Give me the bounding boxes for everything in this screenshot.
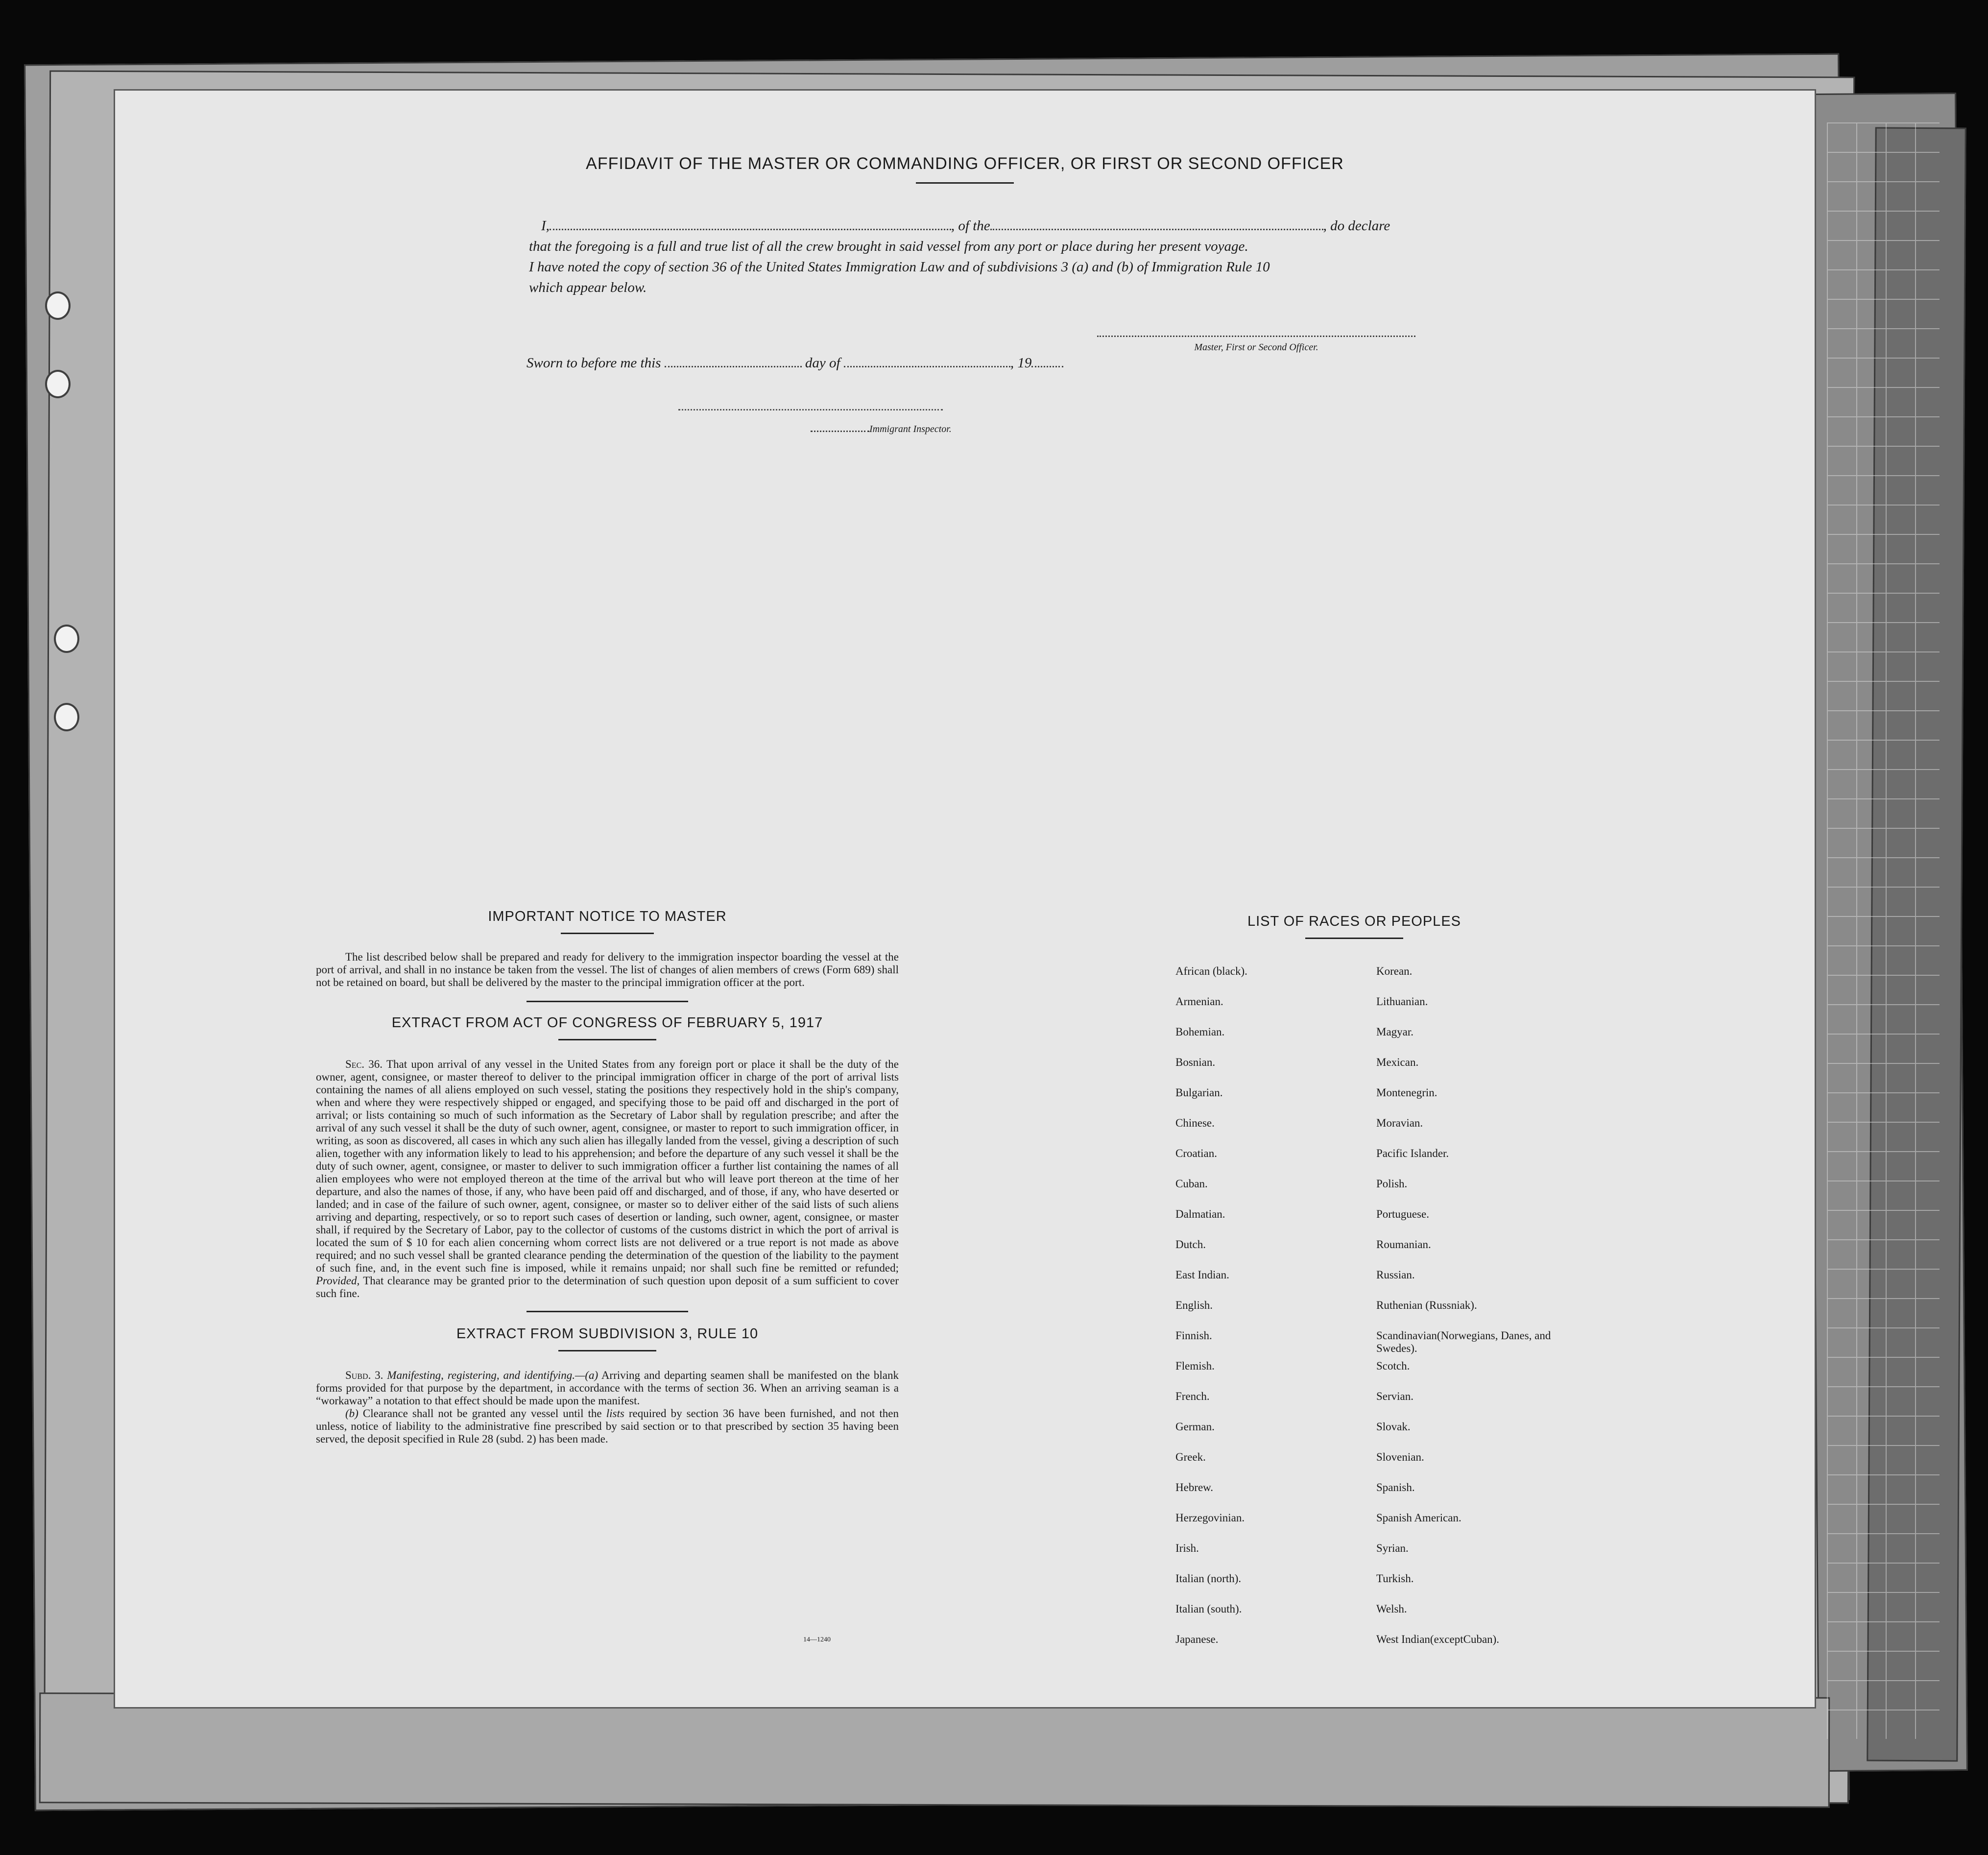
affidavit-title-text: AFFIDAVIT OF THE MASTER OR COMMANDING OFFICER, OR FIRST OR SECOND OFFICER <box>586 154 1344 173</box>
race-item: Roumanian. <box>1376 1238 1431 1251</box>
race-item: Croatian. <box>1175 1147 1217 1159</box>
race-item: Dutch. <box>1175 1238 1206 1251</box>
sworn-label: Sworn to before me this <box>527 355 661 371</box>
do-declare-label: , do declare <box>1323 218 1390 234</box>
subdivision-title: Manifesting, registering, and identifying.—(a) <box>387 1369 599 1381</box>
section-rule <box>527 1311 688 1312</box>
binder-hole <box>45 291 71 320</box>
races-header <box>1158 914 1550 939</box>
race-item: Bohemian. <box>1175 1026 1225 1038</box>
section-rule <box>527 1001 688 1002</box>
provided-label: Provided, <box>316 1275 360 1287</box>
subdivision-b-text-end: required by section 36 have been furnished, and not then unless, notice of liability to the administrative fine prescribed by said section or to that prescribed by section 35 having been served, the deposit specified in Rule 28 (subd. 2) has been made. <box>316 1407 899 1445</box>
race-item: Italian (north). <box>1175 1572 1242 1585</box>
race-item: African (black). <box>1175 965 1247 977</box>
race-item: Lithuanian. <box>1376 995 1428 1008</box>
rule-title: EXTRACT FROM SUBDIVISION 3, RULE 10 <box>456 1326 759 1342</box>
sworn-line <box>527 355 1063 371</box>
race-item: Mexican. <box>1376 1056 1419 1068</box>
form-number: 14—1240 <box>803 1636 831 1643</box>
race-item: East Indian. <box>1175 1269 1229 1281</box>
notice-rule <box>561 933 654 934</box>
section-36-text-end: That clearance may be granted prior to the determination of such question upon deposit of a sum sufficient to cover such fine. <box>316 1275 899 1300</box>
notice-column <box>316 909 899 1445</box>
declaration-line-3: I have noted the copy of section 36 of the United States Immigration Law and of subdivisions 3 (a) and (b) of Immigration Rule 10 <box>529 259 1270 275</box>
subdivision-b-label: (b) <box>345 1407 359 1420</box>
master-signature <box>1097 336 1415 353</box>
year-label: , 19 <box>1010 355 1032 371</box>
subdivision-b-text: Clearance shall not be granted any vessel until the <box>362 1407 602 1420</box>
inspector-signature-field[interactable] <box>678 409 943 410</box>
race-item: Armenian. <box>1175 995 1223 1008</box>
act-title: EXTRACT FROM ACT OF CONGRESS OF FEBRUARY 5, 1917 <box>391 1015 823 1031</box>
race-item: Pacific Islander. <box>1376 1147 1449 1159</box>
act-rule <box>558 1039 656 1040</box>
declaration-line-2: that the foregoing is a full and true list of all the crew brought in said vessel from any port or place during her present voyage. <box>529 239 1248 254</box>
race-item: Ruthenian (Russniak). <box>1376 1299 1477 1311</box>
race-item: Hebrew. <box>1175 1481 1214 1494</box>
declaration-line-1 <box>529 216 1540 236</box>
declarant-name-field[interactable] <box>550 229 951 230</box>
race-item: Cuban. <box>1175 1178 1208 1190</box>
race-item: Magyar. <box>1376 1026 1414 1038</box>
affidavit-statement <box>529 216 1540 298</box>
subdivision-label: Subd. 3. <box>345 1369 383 1381</box>
race-item: Flemish. <box>1175 1360 1215 1372</box>
race-item: Irish. <box>1175 1542 1199 1554</box>
race-item: Welsh. <box>1376 1603 1407 1615</box>
sworn-day-field[interactable] <box>665 366 802 367</box>
act-text <box>316 1058 899 1300</box>
races-title: LIST OF RACES OR PEOPLES <box>1247 914 1461 929</box>
race-item: Bulgarian. <box>1175 1086 1223 1099</box>
race-item: Turkish. <box>1376 1572 1414 1585</box>
race-item: Greek. <box>1175 1451 1206 1463</box>
race-item: Scandinavian(Norwegians, Danes, and Swedes). <box>1376 1329 1551 1354</box>
title-rule <box>916 182 1014 184</box>
binder-hole <box>45 370 71 398</box>
race-item: Syrian. <box>1376 1542 1409 1554</box>
race-item: Korean. <box>1376 965 1413 977</box>
form-page <box>115 91 1815 1707</box>
race-item: Moravian. <box>1376 1117 1423 1129</box>
race-item: Scotch. <box>1376 1360 1410 1372</box>
races-left-column <box>1175 965 1247 1663</box>
race-item: German. <box>1175 1421 1215 1433</box>
race-item: Bosnian. <box>1175 1056 1216 1068</box>
sworn-year-field[interactable] <box>1031 366 1063 367</box>
race-item: Montenegrin. <box>1376 1086 1437 1099</box>
notice-title: IMPORTANT NOTICE TO MASTER <box>488 909 727 924</box>
inspector-label: Immigrant Inspector. <box>869 424 952 434</box>
race-item: Slovenian. <box>1376 1451 1424 1463</box>
race-item: Finnish. <box>1175 1329 1212 1342</box>
race-item: Chinese. <box>1175 1117 1215 1129</box>
declaration-line-4: which appear below. <box>529 280 647 295</box>
affidavit-title <box>115 154 1815 184</box>
race-item: Polish. <box>1376 1178 1408 1190</box>
master-signature-label: Master, First or Second Officer. <box>1194 342 1318 353</box>
race-item: Servian. <box>1376 1390 1414 1402</box>
rule-rule <box>558 1350 656 1351</box>
rule-text-a <box>316 1369 899 1407</box>
notice-text: The list described below shall be prepared and ready for delivery to the immigration inspector boarding the vessel at the port of arrival, and shall in no instance be taken from the vessel. The list of changes of alien members of crews (Form 689) shall not be retained on board, but shall be delivered by the master to the principal immigration officer at the port. <box>316 951 899 988</box>
race-item: Portuguese. <box>1376 1208 1429 1220</box>
races-rule <box>1305 938 1403 939</box>
master-signature-field[interactable] <box>1097 336 1415 337</box>
section-label: Sec. 36. <box>345 1058 383 1070</box>
race-item: Russian. <box>1376 1269 1415 1281</box>
rule-text-b <box>316 1407 899 1445</box>
race-item: Spanish American. <box>1376 1512 1461 1524</box>
race-item: Italian (south). <box>1175 1603 1242 1615</box>
sworn-month-field[interactable] <box>844 366 1010 367</box>
race-item: English. <box>1175 1299 1213 1311</box>
declarant-label: I, <box>541 218 550 234</box>
grid-paper-edge <box>1827 122 1940 1739</box>
race-item: Japanese. <box>1175 1633 1219 1645</box>
race-item: Herzegovinian. <box>1175 1512 1245 1524</box>
races-right-column <box>1376 965 1582 1663</box>
subdivision-a-text: Arriving and departing seamen shall be manifested on the blank forms provided for that purpose by the department, in accordance with the terms of section 36. When an arriving seaman is a “workaway” a notation to that effect should be made upon the manifest. <box>316 1369 899 1407</box>
day-of-label: day of <box>805 355 840 371</box>
of-the-label: , of the <box>951 218 990 234</box>
race-item: French. <box>1175 1390 1210 1402</box>
inspector-prefix-field[interactable] <box>811 431 869 432</box>
lists-word: lists <box>606 1407 624 1420</box>
vessel-name-field[interactable] <box>990 229 1323 230</box>
underlying-page-edge <box>39 1692 1830 1808</box>
binder-hole <box>54 625 79 653</box>
race-item: Spanish. <box>1376 1481 1415 1494</box>
section-36-text: That upon arrival of any vessel in the United States from any foreign port or place it shall be the duty of the owner, agent, consignee, or master thereof to deliver to the principal immigration officer in charge of the port of arrival lists containing the names of all aliens employed on such vessel, stating the positions they respectively hold in the ship's company, when and where they were respectively shipped or engaged, and specifying those to be paid off and discharged in the port of arrival; or lists containing so much of such information as the Secretary of Labor shall by regulation prescribe; and after the arrival of any such vessel it shall be the duty of such owner, agent, consignee, or master to report to such immigration officer, in writing, as soon as discovered, all cases in which any such alien has illegally landed from the vessel, giving a description of such alien, together with any information likely to lead to his apprehension; and before the departure of any such vessel it shall be the duty of such owner, agent, consignee, or master to deliver to such immigration officer a further list containing the names of all alien employees who were not employed thereon at the time of the arrival but who will leave port thereon at the time of her departure, and also the names of those, if any, who have been paid off and discharged, and of those, if any, who have deserted or landed; and in case of the failure of such owner, agent, consignee, or master so to deliver either of the said lists of such aliens arriving and departing, respectively, or so to report such cases of desertion or landing, such owner, agent, consignee, or master shall, if required by the Secretary of Labor, pay to the collector of customs of the customs district in which the port of arrival is located the sum of $ 10 for each alien concerning whom correct lists are not delivered or a true report is not made as above required; and no such vessel shall be granted clearance pending the determination of the question of the liability to the payment of such fine, and, in the event such fine is imposed, while it remains unpaid; nor shall such fine be remitted or refunded; <box>316 1058 899 1274</box>
binder-hole <box>54 703 79 731</box>
inspector-signature <box>811 424 952 435</box>
race-item: West Indian(exceptCuban). <box>1376 1633 1500 1645</box>
race-item: Dalmatian. <box>1175 1208 1225 1220</box>
race-item: Slovak. <box>1376 1421 1411 1433</box>
